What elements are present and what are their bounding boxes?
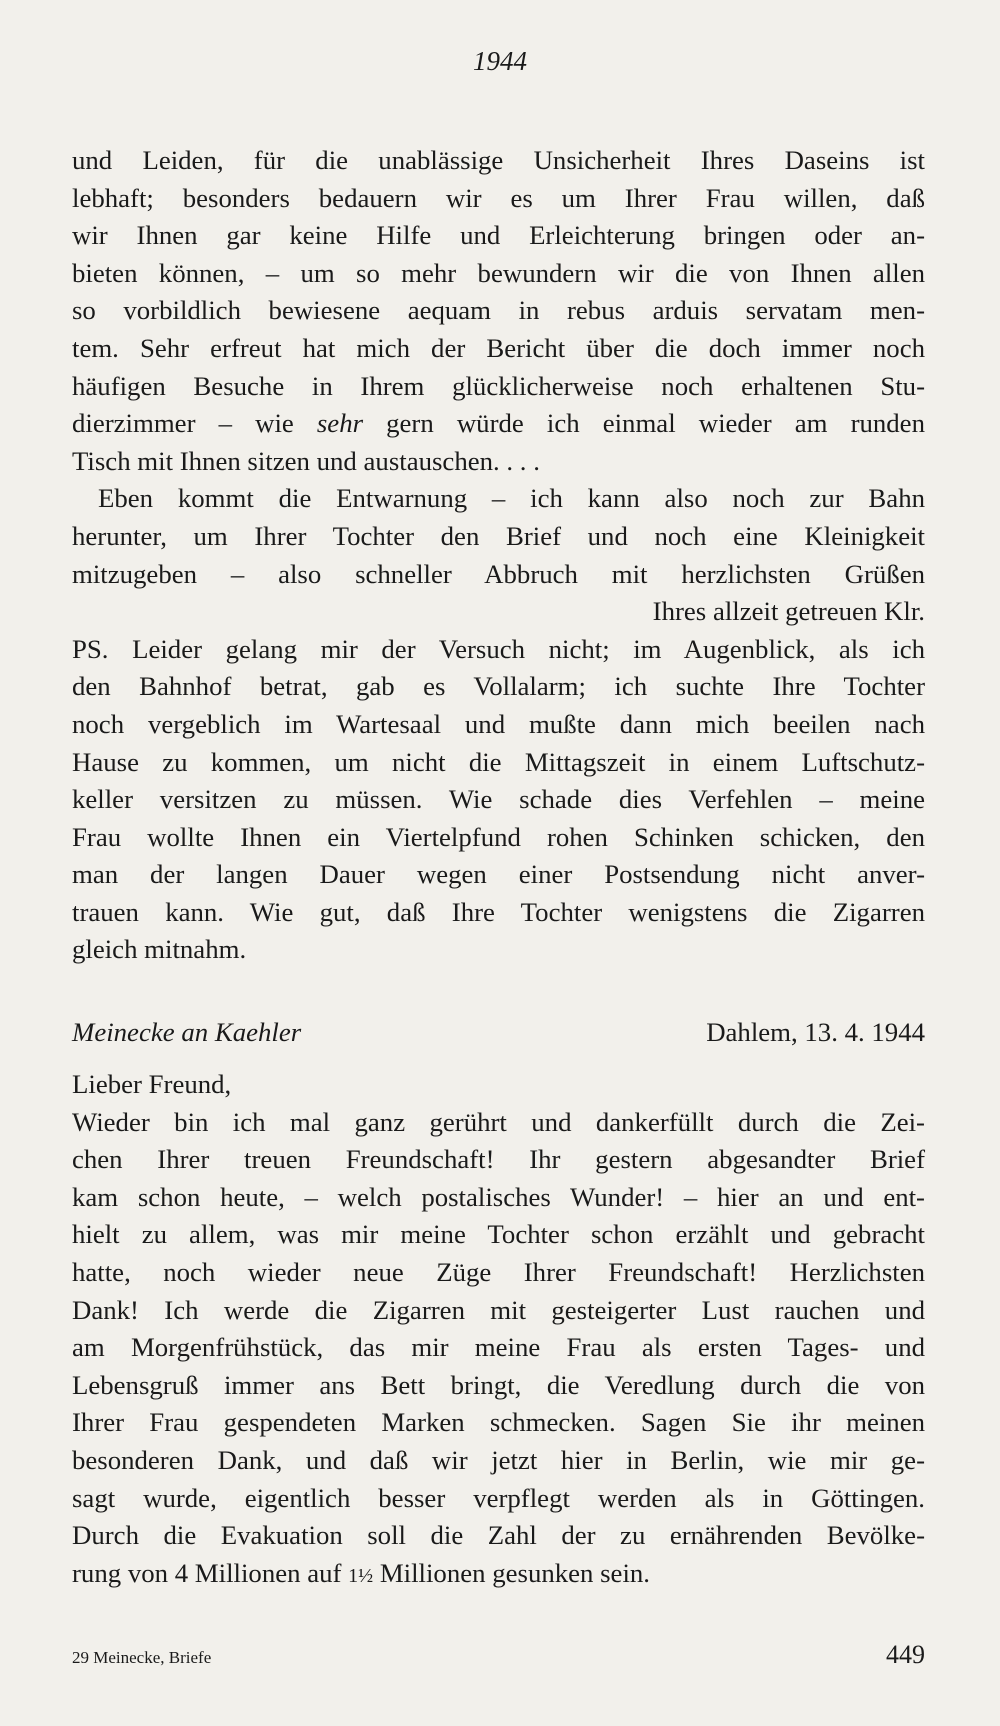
text-line: besonderen Dank, und daß wir jetzt hier in Berlin, wie mir ge- (72, 1444, 925, 1475)
text-line: noch vergeblich im Wartesaal und mußte dann mich beeilen nach (72, 708, 925, 739)
letter-place-date: Dahlem, 13. 4. 1944 (706, 1017, 925, 1047)
text-line: Dank! Ich werde die Zigarren mit gesteigerter Lust rauchen und (72, 1294, 925, 1325)
text-line: Hause zu kommen, um nicht die Mittagszeit in einem Luftschutz- (72, 746, 925, 777)
text-line: Wieder bin ich mal ganz gerührt und dankerfüllt durch die Zei- (72, 1106, 925, 1137)
text-line: chen Ihrer treuen Freundschaft! Ihr gestern abgesandter Brief (72, 1144, 925, 1175)
text-segment: Millionen gesunken sein. (379, 1557, 650, 1588)
previous-letter-text (72, 142, 925, 969)
running-head-year: 1944 (473, 46, 527, 76)
text-line: Tisch mit Ihnen sitzen und austauschen. . . . (72, 445, 540, 476)
letter-text (72, 1066, 925, 1592)
text-line: Lebensgruß immer ans Bett bringt, die Veredlung durch die von (72, 1369, 925, 1400)
text-line: Ihrer Frau gespendeten Marken schmecken. Sagen Sie ihr meinen (72, 1407, 925, 1438)
text-line: am Morgenfrühstück, das mir meine Frau als ersten Tages- und (72, 1332, 925, 1363)
text-line: so vorbildlich bewiesene aequam in rebus arduis servatam men- (72, 295, 925, 326)
fraction: 1½ (348, 1564, 374, 1587)
printer-signature: 29 Meinecke, Briefe (72, 1648, 212, 1667)
salutation: Lieber Freund, (72, 1069, 232, 1099)
text-line: hielt zu allem, was mir meine Tochter schon erzählt und gebracht (72, 1219, 925, 1250)
text-segment: dierzimmer – wie (72, 408, 294, 439)
text-line: wir Ihnen gar keine Hilfe und Erleichterung bringen oder an- (72, 220, 925, 251)
letter-correspondents: Meinecke an Kaehler (72, 1017, 302, 1047)
text-line: Eben kommt die Entwarnung – ich kann also noch zur Bahn (98, 483, 925, 514)
text-line: den Bahnhof betrat, gab es Vollalarm; ich suchte Ihre Tochter (72, 671, 925, 702)
text-line: tem. Sehr erfreut hat mich der Bericht über die doch immer noch (72, 332, 925, 363)
text-line-with-emphasis (72, 405, 925, 443)
text-line: häufigen Besuche in Ihrem glücklicherweise noch erhaltenen Stu- (72, 370, 925, 401)
letter-heading (72, 1014, 925, 1051)
page-footer (72, 1640, 925, 1680)
text-segment: rung von 4 Millionen auf (72, 1557, 342, 1588)
emphasized-word: sehr (316, 408, 364, 439)
text-line: Durch die Evakuation soll die Zahl der zu ernährenden Bevölke- (72, 1520, 925, 1551)
text-line: trauen kann. Wie gut, daß Ihre Tochter wenigstens die Zigarren (72, 896, 925, 927)
page-number: 449 (886, 1640, 925, 1669)
closing-signature-line: Ihres allzeit getreuen Klr. (652, 596, 925, 627)
text-line: herunter, um Ihrer Tochter den Brief und noch eine Kleinigkeit (72, 520, 925, 551)
postscript-line: PS. Leider gelang mir der Versuch nicht; im Augenblick, als ich (72, 633, 925, 664)
text-line-with-fraction (72, 1555, 925, 1593)
text-line: bieten können, – um so mehr bewundern wir die von Ihnen allen (72, 257, 925, 288)
text-line: man der langen Dauer wegen einer Postsendung nicht anver- (72, 859, 925, 890)
text-line: sagt wurde, eigentlich besser verpflegt werden als in Göttingen. (72, 1482, 925, 1513)
text-line: gleich mitnahm. (72, 934, 247, 965)
text-line: lebhaft; besonders bedauern wir es um Ihrer Frau willen, daß (72, 182, 925, 213)
text-line: keller versitzen zu müssen. Wie schade dies Verfehlen – meine (72, 784, 925, 815)
text-line: mitzugeben – also schneller Abbruch mit herzlichsten Grüßen (72, 558, 925, 589)
text-segment: gern würde ich einmal wieder am runden (386, 408, 925, 439)
text-line: Frau wollte Ihnen ein Viertelpfund rohen Schinken schicken, den (72, 821, 925, 852)
text-line: kam schon heute, – welch postalisches Wunder! – hier an und ent- (72, 1181, 925, 1212)
text-line: und Leiden, für die unablässige Unsicherheit Ihres Daseins ist (72, 145, 925, 175)
text-line: hatte, noch wieder neue Züge Ihrer Freundschaft! Herzlichsten (72, 1256, 925, 1287)
